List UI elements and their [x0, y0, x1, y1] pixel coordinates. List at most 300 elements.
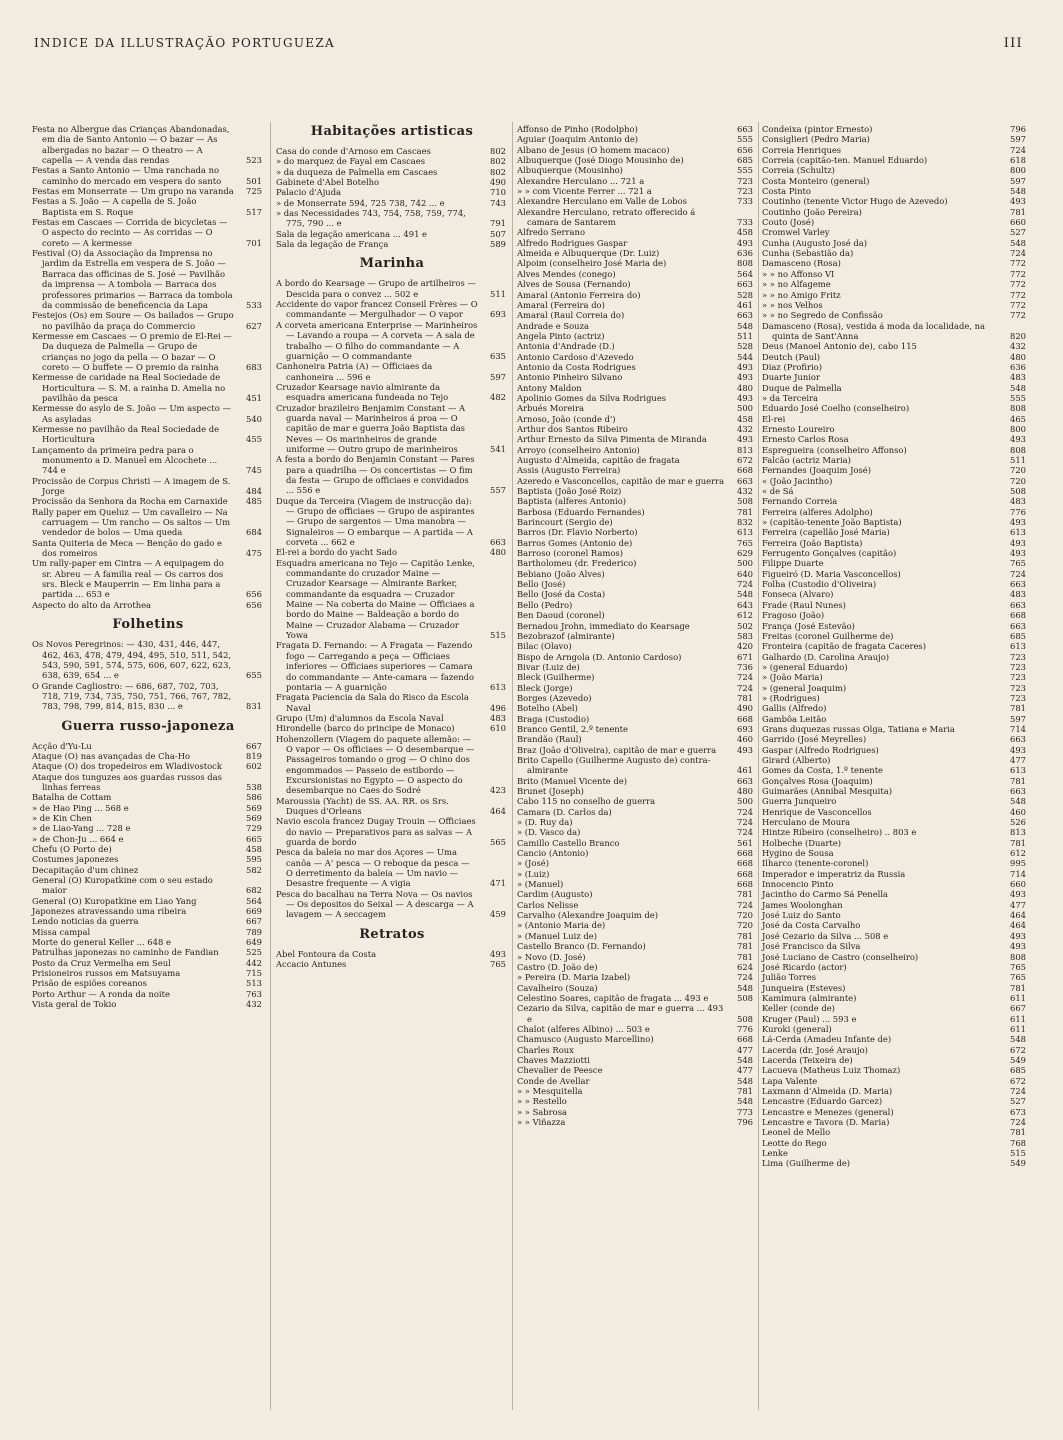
entry-text: Pesca do bacalhau na Terra Nova — Os navios — Os depositos do Seixal — A descarga — A lavagem — A seccagem	[276, 888, 474, 920]
entry-page: 477	[737, 1065, 753, 1076]
entry-page: 724	[1010, 144, 1026, 155]
entry-page: 511	[1010, 455, 1026, 465]
index-entry	[276, 847, 508, 888]
entry-page: 586	[246, 792, 262, 803]
index-entry	[762, 1107, 1028, 1117]
entry-page: 548	[737, 982, 753, 993]
index-entry	[517, 290, 755, 300]
entry-text: Coutinho (João Pereira)	[762, 206, 862, 217]
index-entry	[276, 239, 508, 249]
entry-page: 668	[737, 868, 753, 879]
index-entry	[276, 713, 508, 723]
entry-text: El-rei	[762, 413, 786, 424]
entry-text: Barincourt (Sergio de)	[517, 517, 613, 528]
entry-page: 526	[1010, 817, 1026, 828]
entry-text: Barros Gomes (Antonio de)	[517, 537, 633, 548]
index-entry	[517, 527, 755, 537]
entry-page: 765	[1010, 961, 1026, 972]
entry-text: Ben Daoud (coronel)	[517, 610, 605, 621]
entry-text: Lendo noticias da guerra	[32, 916, 139, 927]
index-entry	[762, 186, 1028, 196]
entry-text: Hygino de Sousa	[762, 848, 834, 859]
entry-page: 528	[737, 341, 753, 352]
entry-page: 656	[737, 144, 753, 155]
index-entry	[276, 208, 508, 229]
entry-page: 477	[1010, 899, 1026, 910]
index-entry	[517, 1045, 755, 1055]
index-entry	[32, 896, 264, 906]
index-entry	[517, 693, 755, 703]
entry-text: Pesca da baleia no mar dos Açores — Uma canôa — A' pesca — O reboque da pesca — O derretimento da baleia — Um navio — Desastre frequente — A vigia	[276, 847, 470, 889]
index-entry	[517, 186, 755, 196]
index-entry	[762, 848, 1028, 858]
entry-page: 493	[737, 361, 753, 372]
entry-text: » » Restello	[517, 1096, 567, 1107]
entry-text: Lançamento da primeira pedra para o monumento a D. Manuel em Alcochete ... 744 e	[32, 444, 218, 476]
index-entry	[517, 258, 755, 268]
index-entry	[276, 403, 508, 455]
entry-text: Costa Pinto	[762, 186, 811, 197]
entry-page: 789	[246, 926, 262, 937]
entry-page: 597	[1010, 134, 1026, 145]
entry-page: 715	[246, 968, 262, 979]
index-entry	[32, 937, 264, 947]
entry-text: » (Manuel Luiz de)	[517, 930, 598, 941]
entry-text: Castro (D. João de)	[517, 961, 598, 972]
entry-text: Cardim (Augusto)	[517, 889, 593, 900]
index-entry	[762, 455, 1028, 465]
entry-text: Chevalier de Peesce	[517, 1065, 603, 1076]
index-entry	[762, 920, 1028, 930]
entry-page: 733	[737, 217, 753, 228]
entry-text: Costumes japonezes	[32, 854, 119, 865]
entry-page: 667	[246, 916, 262, 927]
index-entry	[517, 796, 755, 806]
index-entry	[517, 124, 755, 134]
entry-text: Festas em Cascaes — Corrida de bicycletas — O aspecto do recinto — As corridas — O coreto — A kermesse	[32, 217, 228, 248]
entry-text: Bezobrazof (almirante)	[517, 630, 615, 641]
index-entry	[517, 1096, 755, 1106]
entry-text: » de Chon-Ju ... 664 e	[32, 833, 124, 844]
entry-page: 743	[490, 197, 506, 208]
entry-text: Girard (Alberto)	[762, 754, 831, 765]
entry-text: Fragoso (João)	[762, 610, 825, 621]
entry-page: 490	[490, 177, 506, 188]
entry-page: 555	[1010, 392, 1026, 403]
entry-page: 611	[1010, 1013, 1026, 1024]
entry-text: José Cezario da Silva ... 508 e	[762, 930, 889, 941]
entry-text: Damasceno (Rosa), vestida á moda da localidade, na quinta de Sant'Anna	[762, 320, 986, 341]
entry-text: Batalha de Cottam	[32, 792, 112, 803]
entry-text: « (João Jacintho)	[762, 475, 833, 486]
entry-text: Antonio Cardoso d'Azevedo	[517, 351, 634, 362]
index-column-4	[762, 124, 1028, 1169]
entry-page: 820	[1010, 330, 1026, 341]
entry-page: 595	[246, 854, 262, 865]
entry-text: Amaral (Antonio Ferreira do)	[517, 289, 641, 300]
entry-text: Hohenzollern (Viagem do paquete allemão: — O vapor — Os officiaes — O desembarque — Passageiros tomando o grog — O chino dos engommados — Passeio de estibordo — Excursionistas no Egypto — O aspecto do desembarque no Caes do Sodré	[276, 733, 475, 796]
entry-page: 483	[490, 712, 506, 723]
entry-page: 720	[1010, 465, 1026, 476]
entry-text: Braz (João d'Oliveira), capitão de mar e guerra	[517, 744, 717, 755]
entry-text: Ferreira (João Baptista)	[762, 537, 863, 548]
entry-text: Bello (José)	[517, 579, 566, 590]
index-entry	[517, 538, 755, 548]
index-entry	[762, 207, 1028, 217]
index-entry	[762, 1127, 1028, 1137]
entry-page: 802	[490, 166, 506, 177]
entry-page: 484	[246, 486, 262, 497]
index-entry	[517, 165, 755, 175]
index-entry	[762, 465, 1028, 475]
entry-text: » » no Segredo de Confissão	[762, 310, 883, 321]
entry-page: 800	[1010, 165, 1026, 176]
entry-page: 613	[1010, 765, 1026, 776]
index-entry	[276, 640, 508, 692]
entry-page: 597	[1010, 175, 1026, 186]
index-entry	[517, 558, 755, 568]
entry-text: Henrique de Vasconcellos	[762, 806, 872, 817]
entry-text: » (general Eduardo)	[762, 661, 848, 672]
index-entry	[762, 693, 1028, 703]
entry-page: 549	[1010, 1158, 1026, 1169]
index-entry	[762, 1014, 1028, 1024]
entry-text: Jacintho do Carmo Sá Penella	[762, 889, 889, 900]
entry-page: 561	[737, 837, 753, 848]
entry-page: 781	[737, 692, 753, 703]
index-entry	[276, 734, 508, 796]
entry-page: 610	[490, 723, 506, 734]
index-entry	[517, 414, 755, 424]
entry-text: Filippe Duarte	[762, 558, 824, 569]
entry-page: 800	[1010, 423, 1026, 434]
entry-page: 597	[1010, 713, 1026, 724]
index-entry	[762, 631, 1028, 641]
index-entry	[32, 424, 264, 445]
entry-page: 465	[1010, 413, 1026, 424]
index-entry	[32, 372, 264, 403]
entry-text: José Luiz do Santo	[762, 910, 841, 921]
entry-text: Arbués Moreira	[517, 403, 584, 414]
entry-page: 693	[737, 723, 753, 734]
entry-page: 618	[1010, 155, 1026, 166]
index-entry	[762, 321, 1028, 342]
index-entry	[517, 269, 755, 279]
entry-page: 832	[737, 517, 753, 528]
entry-page: 564	[246, 895, 262, 906]
entry-page: 528	[737, 289, 753, 300]
entry-page: 772	[1010, 258, 1026, 269]
index-entry	[517, 1024, 755, 1034]
index-entry	[276, 816, 508, 847]
index-entry	[517, 579, 755, 589]
entry-page: 802	[490, 146, 506, 156]
entry-text: Deus (Manoel Antonio de), cabo 115	[762, 341, 917, 352]
entry-page: 548	[737, 1075, 753, 1086]
index-entry	[517, 858, 755, 868]
index-entry	[762, 507, 1028, 517]
entry-text: Alves de Sousa (Fernando)	[517, 279, 631, 290]
index-entry	[517, 496, 755, 506]
entry-text: Esquadra americana no Tejo — Capitão Lenke, commandante do cruzador Maine — Cruzador Kearsage — Almirante Barker, commandante da esquadra — Cruzador Maine — Na coberta do Maine — Officiaes a bordo do Maine — Baldeação a bordo do Maine — Cruzador Alabama — Cruzador Yowa	[276, 557, 475, 641]
entry-page: 461	[737, 299, 753, 310]
entry-text: Camillo Castello Branco	[517, 837, 620, 848]
entry-page: 685	[737, 155, 753, 166]
entry-page: 627	[246, 320, 262, 331]
entry-page: 548	[1010, 796, 1026, 807]
index-entry	[762, 724, 1028, 734]
index-entry	[32, 248, 264, 310]
entry-text: » » no Alfageme	[762, 279, 831, 290]
index-entry	[32, 558, 264, 599]
entry-text: Falcão (actriz Maria)	[762, 455, 851, 465]
entry-text: Grupo (Um) d'alumnos da Escola Naval	[276, 712, 444, 723]
entry-page: 714	[1010, 868, 1026, 879]
entry-page: 602	[246, 761, 262, 772]
entry-page: 765	[737, 537, 753, 548]
entry-text: « de Sá	[762, 486, 794, 497]
index-entry	[762, 476, 1028, 486]
entry-text: Gallis (Alfredo)	[762, 703, 827, 714]
entry-text: Cezario da Silva, capitão de mar e guerra ... 493 e	[517, 1003, 724, 1024]
index-entry	[762, 176, 1028, 186]
entry-page: 613	[737, 527, 753, 538]
index-entry	[762, 403, 1028, 413]
entry-page: 493	[737, 434, 753, 445]
entry-page: 663	[490, 537, 506, 548]
entry-text: Barroso (coronel Ramos)	[517, 548, 623, 559]
entry-page: 523	[246, 155, 262, 166]
entry-text: Alfredo Rodrigues Gaspar	[517, 237, 628, 248]
entry-page: 420	[737, 641, 753, 652]
index-entry	[762, 434, 1028, 444]
entry-text: Amaral (Ferreira do)	[517, 299, 605, 310]
entry-page: 765	[1010, 558, 1026, 569]
index-entry	[517, 621, 755, 631]
entry-text: Carlos Nelisse	[517, 899, 579, 910]
entry-page: 635	[490, 350, 506, 361]
entry-page: 459	[490, 909, 506, 920]
entry-page: 673	[1010, 1106, 1026, 1117]
index-entry	[762, 558, 1028, 568]
entry-text: Porto Arthur — A ronda da noite	[32, 988, 170, 999]
entry-page: 714	[1010, 723, 1026, 734]
index-entry	[762, 1045, 1028, 1055]
entry-text: Antony Maldon	[517, 382, 582, 393]
entry-text: Brandão (Raul)	[517, 734, 582, 745]
entry-text: » da duqueza de Palmella em Cascaes	[276, 166, 438, 177]
index-entry	[762, 341, 1028, 351]
entry-page: 663	[1010, 579, 1026, 590]
entry-page: 451	[246, 392, 262, 403]
entry-page: 613	[490, 681, 506, 692]
entry-page: 613	[1010, 641, 1026, 652]
entry-page: 464	[1010, 910, 1026, 921]
entry-text: Festas a S. João — A capella de S. João Baptista em S. Roque	[32, 196, 197, 217]
index-entry	[762, 703, 1028, 713]
entry-text: Gambôa Leitão	[762, 713, 827, 724]
index-entry	[762, 879, 1028, 889]
entry-page: 533	[246, 299, 262, 310]
entry-page: 511	[490, 288, 506, 299]
entry-page: 724	[737, 682, 753, 693]
entry-page: 565	[490, 837, 506, 847]
entry-text: Brito Capello (Guilherme Augusto de) contra-almirante	[517, 754, 711, 776]
entry-text: José Luciano de Castro (conselheiro)	[762, 951, 919, 962]
entry-text: Kermesse do asylo de S. João — Um aspecto — As asyladas	[32, 403, 231, 424]
index-entry	[762, 827, 1028, 837]
index-entry	[517, 383, 755, 393]
index-entry	[517, 207, 755, 228]
entry-text: Brunet (Joseph)	[517, 786, 584, 796]
index-entry	[32, 681, 264, 712]
entry-text: Vista geral de Tokio	[32, 999, 117, 1010]
entry-text: A corveta americana Enterprise — Marinheiros — Lavando a roupa — A corveta — A sala de trabalho — O filho do commandante — A guarnição — O commandante	[276, 319, 478, 361]
entry-page: 548	[1010, 186, 1026, 197]
index-entry	[762, 424, 1028, 434]
entry-text: El-rei a bordo do yacht Sado	[276, 547, 398, 558]
entry-text: Gaspar (Alfredo Rodrigues)	[762, 744, 879, 755]
entry-text: Freitas (coronel Guilherme de)	[762, 630, 894, 641]
entry-page: 461	[737, 765, 753, 776]
entry-page: 781	[737, 941, 753, 952]
entry-text: » » Viñazza	[517, 1117, 566, 1127]
entry-page: 515	[1010, 1148, 1026, 1159]
entry-text: Alfredo Serrano	[517, 227, 585, 238]
index-entry	[762, 569, 1028, 579]
index-entry	[762, 745, 1028, 755]
index-entry	[762, 517, 1028, 527]
entry-page: 548	[737, 1054, 753, 1065]
index-entry	[762, 755, 1028, 765]
page-number: III	[1003, 36, 1023, 51]
entry-page: 493	[1010, 517, 1026, 528]
index-entry	[32, 968, 264, 978]
entry-text: Cruzador brazileiro Benjamim Constant — A guarda naval — Marinheiros á proa — O capitão de mar e guerra João Baptista das Neves — Os marinheiros de grande uniforme — Outro grupo de marinheiros	[276, 402, 466, 454]
entry-page: 475	[246, 548, 262, 559]
entry-text: Alexandre Herculano em Valle de Lobos	[517, 196, 687, 207]
index-entry	[517, 362, 755, 372]
entry-text: Kermesse em Cascaes — O premio de El-Rei — Da duqueza de Palmella — Grupo de crianças no jogo da pella — O bazar — O coreto — O buffete — O premio da rainha	[32, 330, 232, 372]
entry-page: 483	[1010, 496, 1026, 507]
entry-page: 668	[737, 465, 753, 476]
entry-page: 636	[1010, 361, 1026, 372]
entry-page: 672	[1010, 1075, 1026, 1086]
index-entry	[517, 600, 755, 610]
entry-text: Japonezes atravessando uma ribeira	[32, 906, 187, 917]
index-entry	[32, 844, 264, 854]
index-entry	[762, 1065, 1028, 1075]
entry-page: 511	[737, 330, 753, 341]
entry-page: 723	[1010, 661, 1026, 672]
entry-page: 548	[737, 589, 753, 600]
entry-page: 583	[737, 630, 753, 641]
index-entry	[32, 854, 264, 864]
entry-page: 668	[737, 848, 753, 859]
entry-page: 667	[1010, 1003, 1026, 1014]
index-entry	[762, 414, 1028, 424]
entry-text: Guimarães (Annibal Mesquita)	[762, 786, 892, 796]
index-entry	[32, 124, 264, 165]
entry-text: Bello (José da Costa)	[517, 589, 606, 600]
index-entry	[762, 155, 1028, 165]
entry-page: 723	[737, 186, 753, 197]
entry-page: 724	[737, 579, 753, 590]
entry-text: Brito (Manuel Vicente de)	[517, 775, 628, 786]
index-entry	[517, 931, 755, 941]
index-entry	[276, 723, 508, 733]
entry-page: 612	[1010, 848, 1026, 859]
entry-page: 611	[1010, 1023, 1026, 1034]
index-entry	[517, 724, 755, 734]
entry-text: Hirondelle (barco do principe de Monaco)	[276, 723, 455, 734]
entry-page: 589	[490, 239, 506, 250]
entry-page: 527	[1010, 227, 1026, 238]
entry-text: Decapitação d'um chinez	[32, 864, 139, 875]
entry-page: 667	[246, 740, 262, 751]
entry-page: 796	[1010, 124, 1026, 134]
entry-text: Bleck (Jorge)	[517, 682, 573, 693]
entry-text: Costa Monteiro (general)	[762, 175, 870, 186]
index-entry	[762, 383, 1028, 393]
entry-page: 808	[1010, 444, 1026, 455]
entry-text: Celestino Soares, capitão de fragata ... 493 e	[517, 992, 709, 1003]
entry-page: 480	[737, 786, 753, 796]
entry-text: Posto da Cruz Vermelha em Seul	[32, 957, 171, 968]
index-entry	[762, 486, 1028, 496]
index-entry	[517, 1034, 755, 1044]
entry-text: Rally paper em Queluz — Um cavalleiro — Na carruagem — Um rancho — Os saltos — Um vendedor de bolos — Uma queda	[32, 506, 231, 538]
entry-page: 508	[737, 496, 753, 507]
index-entry	[762, 258, 1028, 268]
entry-text: Lima (Guilherme de)	[762, 1158, 851, 1169]
entry-text: Conde de Avellar	[517, 1075, 590, 1086]
entry-text: General (O) Kuropatkine com o seu estado maior	[32, 875, 213, 896]
entry-text: Baptista (João José Roiz)	[517, 486, 622, 497]
entry-page: 432	[737, 486, 753, 497]
section-heading: Retratos	[359, 926, 425, 942]
entry-text: Fronteira (capitão de fragata Caceres)	[762, 641, 926, 652]
index-entry	[762, 931, 1028, 941]
index-entry	[762, 889, 1028, 899]
entry-text: » de Liao-Yang ... 728 e	[32, 823, 131, 834]
index-entry	[762, 1086, 1028, 1096]
entry-text: Lacerda (dr. José Araujo)	[762, 1044, 868, 1055]
index-entry	[517, 827, 755, 837]
entry-text: » (general Joaquim)	[762, 682, 847, 693]
index-entry	[762, 217, 1028, 227]
entry-text: Ferreira (capellão José Maria)	[762, 527, 890, 538]
index-entry	[517, 641, 755, 651]
entry-page: 555	[737, 134, 753, 145]
entry-text: Palacio d'Ajuda	[276, 187, 342, 198]
index-entry	[517, 548, 755, 558]
index-entry	[32, 751, 264, 761]
index-entry	[517, 445, 755, 455]
index-entry	[762, 869, 1028, 879]
index-entry	[517, 672, 755, 682]
entry-text: Um rally-paper em Cintra — A equipagem do sr. Abreu — A familia real — Os carros dos srs. Bleck e Mauperrin — Em linha para a partida ... 653 e	[32, 558, 224, 600]
entry-page: 500	[737, 796, 753, 807]
index-entry	[762, 134, 1028, 144]
index-entry	[276, 229, 508, 239]
entry-page: 776	[737, 1023, 753, 1034]
entry-page: 723	[1010, 692, 1026, 703]
entry-text: Charles Roux	[517, 1044, 574, 1055]
index-entry	[762, 527, 1028, 537]
entry-text: Santa Quiteria de Meca — Benção do gado e dos romeiros	[32, 537, 222, 559]
entry-page: 517	[246, 206, 262, 217]
